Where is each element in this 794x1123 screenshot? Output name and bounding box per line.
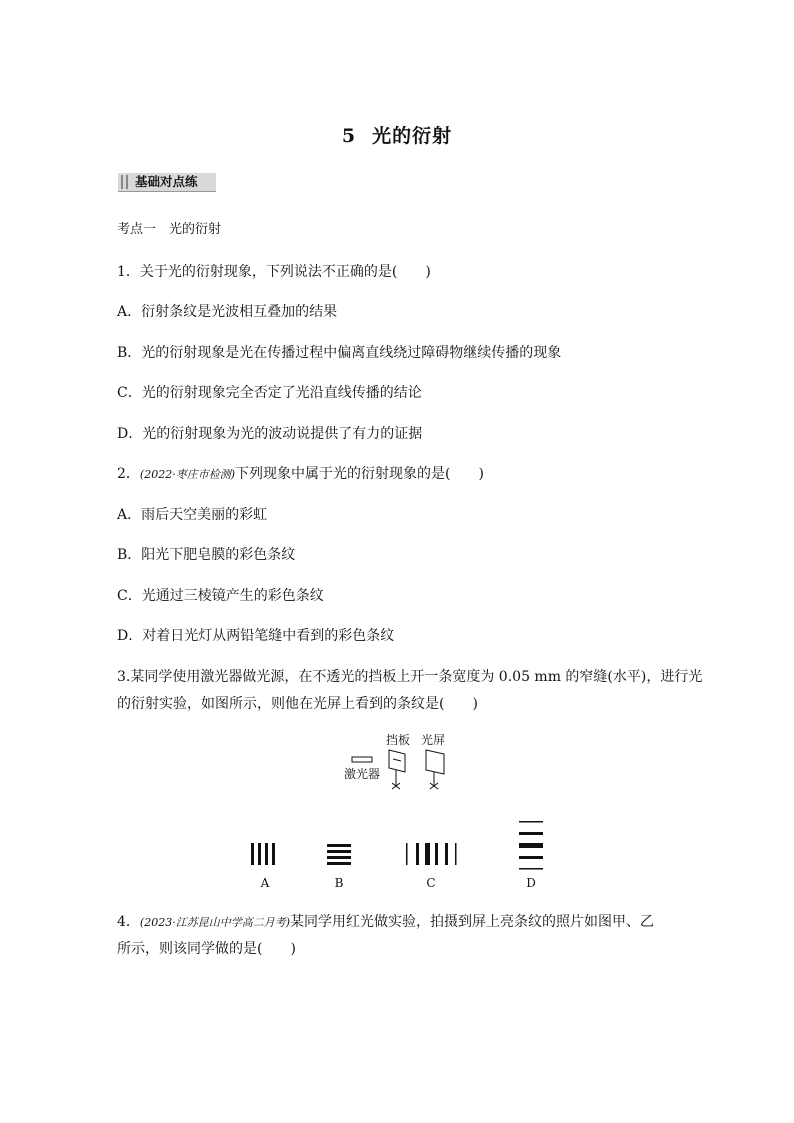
q4-stem-line1 bbox=[117, 912, 654, 933]
baffle-icon bbox=[389, 750, 405, 789]
q2-stem-line bbox=[117, 464, 484, 485]
q1-option-d: D．光的衍射现象为光的波动说提供了有力的证据 bbox=[117, 426, 423, 442]
choice-a-label: A bbox=[260, 876, 270, 890]
q1-option-a: A．衍射条纹是光波相互叠加的结果 bbox=[117, 304, 338, 320]
lesson-number: 5 bbox=[341, 125, 357, 147]
baffle-label: 挡板 bbox=[386, 733, 411, 747]
q2-option-d: D．对着日光灯从两铅笔缝中看到的彩色条纹 bbox=[117, 628, 395, 644]
q1-option-c: C．光的衍射现象完全否定了光沿直线传播的结论 bbox=[117, 385, 422, 401]
banner-bars-icon bbox=[121, 175, 131, 189]
q2-prefix: 2． bbox=[117, 466, 140, 482]
q3-stem-line2: 的衍射实验，如图所示，则他在光屏上看到的条纹是( ) bbox=[117, 696, 478, 712]
laser-icon bbox=[352, 757, 372, 762]
kaodian-label: 考点一 bbox=[117, 222, 157, 237]
q4-prefix: 4． bbox=[117, 914, 140, 930]
q4-source: (2023·江苏昆山中学高二月考) bbox=[139, 916, 290, 929]
choice-b-pattern bbox=[326, 844, 352, 866]
section-banner bbox=[118, 173, 216, 192]
choice-d-label: D bbox=[526, 876, 536, 890]
q1-option-b: B．光的衍射现象是光在传播过程中偏离直线绕过障碍物继续传播的现象 bbox=[117, 345, 562, 361]
lesson-title: 光的衍射 bbox=[372, 125, 453, 147]
q4-stem-rest: 某同学用红光做实验，拍摄到屏上亮条纹的照片如图甲、乙 bbox=[290, 914, 654, 930]
page-title bbox=[0, 121, 794, 148]
screen-icon bbox=[426, 750, 444, 789]
q3-stem-line1: 3.某同学使用激光器做光源，在不透光的挡板上开一条宽度为 0.05 mm 的窄缝(水平)，进行光 bbox=[117, 669, 703, 685]
section-label: 基础对点练 bbox=[135, 174, 198, 189]
choice-a-pattern bbox=[250, 843, 280, 867]
choice-c-pattern bbox=[405, 843, 459, 867]
q3-apparatus-figure bbox=[340, 728, 460, 800]
q2-source: (2022·枣庄市检测) bbox=[139, 468, 235, 481]
kaodian-topic: 光的衍射 bbox=[169, 222, 222, 237]
q1-stem: 1．关于光的衍射现象，下列说法不正确的是( ) bbox=[117, 264, 431, 280]
kaodian-heading bbox=[117, 220, 221, 240]
q2-option-c: C．光通过三棱镜产生的彩色条纹 bbox=[117, 588, 324, 604]
q2-option-a: A．雨后天空美丽的彩虹 bbox=[117, 507, 268, 523]
screen-label: 光屏 bbox=[421, 733, 446, 747]
choice-c-label: C bbox=[426, 876, 436, 890]
q2-stem: 下列现象中属于光的衍射现象的是( ) bbox=[235, 466, 484, 482]
q2-option-b: B．阳光下肥皂膜的彩色条纹 bbox=[117, 547, 296, 563]
q4-stem-line2: 所示，则该同学做的是( ) bbox=[117, 941, 296, 957]
laser-label: 激光器 bbox=[344, 767, 381, 781]
choice-b-label: B bbox=[334, 876, 344, 890]
choice-d-pattern bbox=[518, 820, 544, 872]
